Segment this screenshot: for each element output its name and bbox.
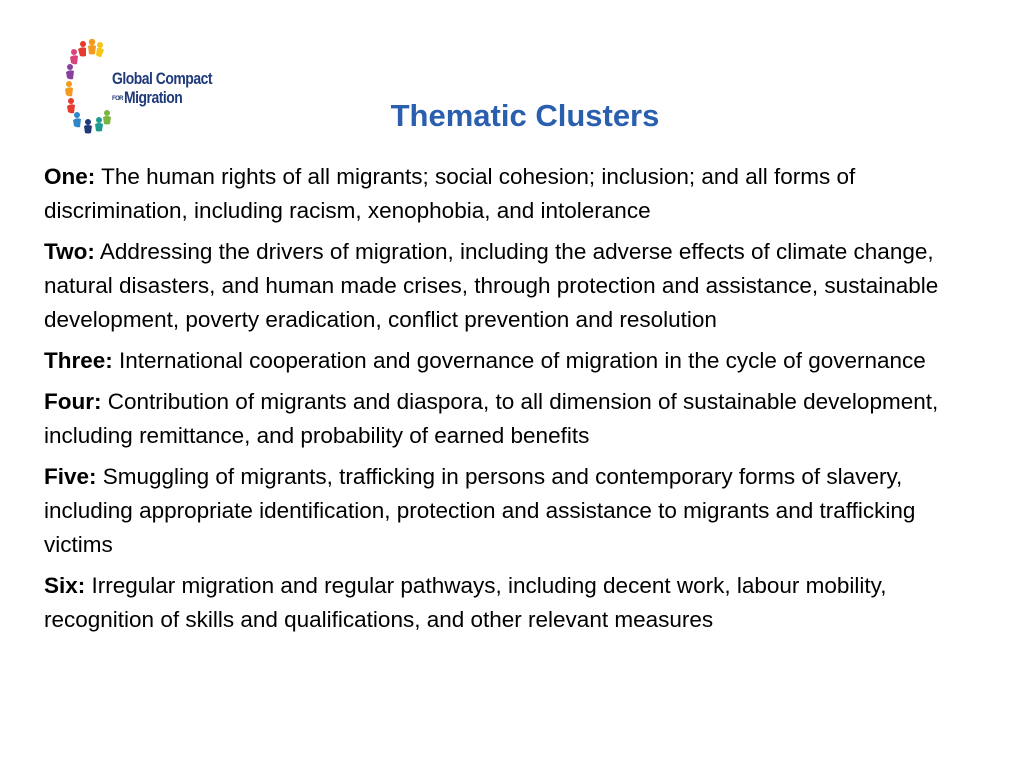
logo-figure <box>88 39 96 55</box>
cluster-list <box>44 160 989 644</box>
slide-title: Thematic Clusters <box>390 98 660 133</box>
cluster-item-two <box>44 235 989 337</box>
logo-migration: Migration <box>124 88 183 107</box>
logo-figure <box>66 64 74 79</box>
cluster-text: Smuggling of migrants, trafficking in persons and contemporary forms of slavery, including appropriate identification, protection and assistance to migrants and trafficking victims <box>44 464 916 557</box>
cluster-label: Six: <box>44 573 86 598</box>
cluster-item-five <box>44 460 989 562</box>
cluster-item-six <box>44 569 989 637</box>
cluster-label: Two: <box>44 239 95 264</box>
cluster-label: Five: <box>44 464 97 489</box>
cluster-text: Addressing the drivers of migration, including the adverse effects of climate change, natural disasters, and human made crises, through protection and assistance, sustainable development, poverty eradication, conflict prevention and resolution <box>44 239 939 332</box>
cluster-text: International cooperation and governance of migration in the cycle of governance <box>112 348 926 373</box>
cluster-label: One: <box>44 164 96 189</box>
logo-figure <box>96 42 104 57</box>
cluster-text: The human rights of all migrants; social cohesion; inclusion; and all forms of discrimination, including racism, xenophobia, and intolerance <box>44 164 856 223</box>
cluster-text: Contribution of migrants and diaspora, to all dimension of sustainable development, including remittance, and probability of earned benefits <box>44 389 939 448</box>
logo-figure <box>78 41 86 57</box>
logo-line1: Global Compact <box>112 69 213 88</box>
logo-figure <box>70 49 78 64</box>
cluster-item-four <box>44 385 989 453</box>
cluster-item-one <box>44 160 989 228</box>
logo-for: FOR <box>112 95 123 102</box>
cluster-label: Four: <box>44 389 102 414</box>
logo-figure <box>65 81 73 96</box>
cluster-label: Three: <box>44 348 113 373</box>
cluster-text: Irregular migration and regular pathways, including decent work, labour mobility, recognition of skills and qualifications, and other relevant measures <box>44 573 887 632</box>
cluster-item-three <box>44 344 989 378</box>
